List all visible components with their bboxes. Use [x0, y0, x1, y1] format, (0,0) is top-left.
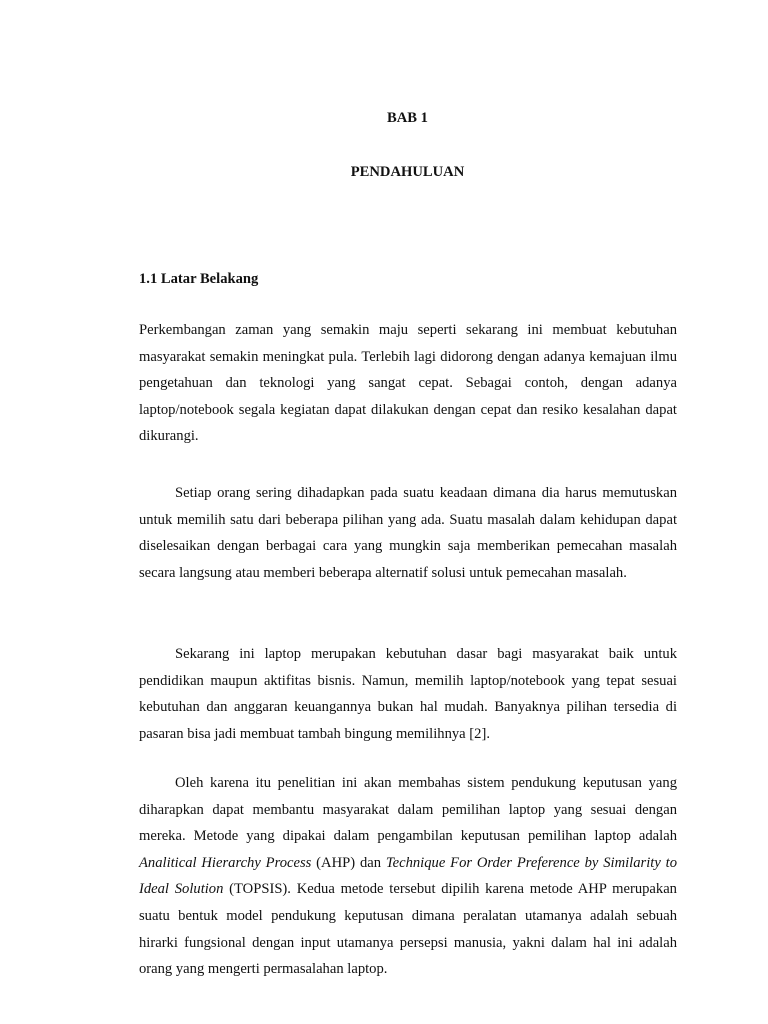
term-topsis: Technique For Order Preference by Similarity to Ideal Solution — [139, 854, 677, 898]
paragraph-4-text-3: (TOPSIS). Kedua metode tersebut dipilih karena metode AHP merupakan suatu bentuk model pendukung keputusan dimana peralatan utamanya adalah sebuah hirarki fungsional dengan input utamanya persepsi manusia, yakni dalam hal ini adalah orang yang mengerti permasalahan laptop. — [139, 881, 677, 978]
chapter-label: BAB 1 — [387, 110, 428, 126]
term-ahp: Analitical Hierarchy Process — [139, 854, 312, 871]
paragraph-4-text-2: (AHP) dan — [311, 854, 386, 871]
paragraph-3: Sekarang ini laptop merupakan kebutuhan dasar bagi masyarakat baik untuk pendidikan maupun aktifitas bisnis. Namun, memilih laptop/notebook yang tepat sesuai kebutuhan dan anggaran keuangannya bukan hal mudah. Banyaknya pilihan tersedia di pasaran bisa jadi membuat tambah bingung memilihnya [2]. — [139, 646, 677, 742]
paragraph-4-text-1: Oleh karena itu penelitian ini akan membahas sistem pendukung keputusan yang diharapkan dapat membantu masyarakat dalam pemilihan laptop yang sesuai dengan mereka. Metode yang dipakai dalam pengambilan keputusan pemilihan laptop adalah — [139, 775, 677, 845]
section-heading: 1.1 Latar Belakang — [139, 271, 259, 287]
paragraph-2: Setiap orang sering dihadapkan pada suatu keadaan dimana dia harus memutuskan untuk memilih satu dari beberapa pilihan yang ada. Suatu masalah dalam kehidupan dapat diselesaikan dengan berbagai cara yang mungkin saja memberikan pemecahan masalah secara langsung atau memberi beberapa alternatif solusi untuk pemecahan masalah. — [139, 485, 677, 581]
chapter-title: PENDAHULUAN — [350, 164, 465, 180]
paragraph-1: Perkembangan zaman yang semakin maju seperti sekarang ini membuat kebutuhan masyarakat semakin meningkat pula. Terlebih lagi didorong dengan adanya kemajuan ilmu pengetahuan dan teknologi yang sangat cepat. Sebagai contoh, dengan adanya laptop/notebook segala kegiatan dapat dilakukan dengan cepat dan resiko kesalahan dapat dikurangi. — [139, 322, 677, 445]
paragraph-4 — [139, 770, 677, 983]
